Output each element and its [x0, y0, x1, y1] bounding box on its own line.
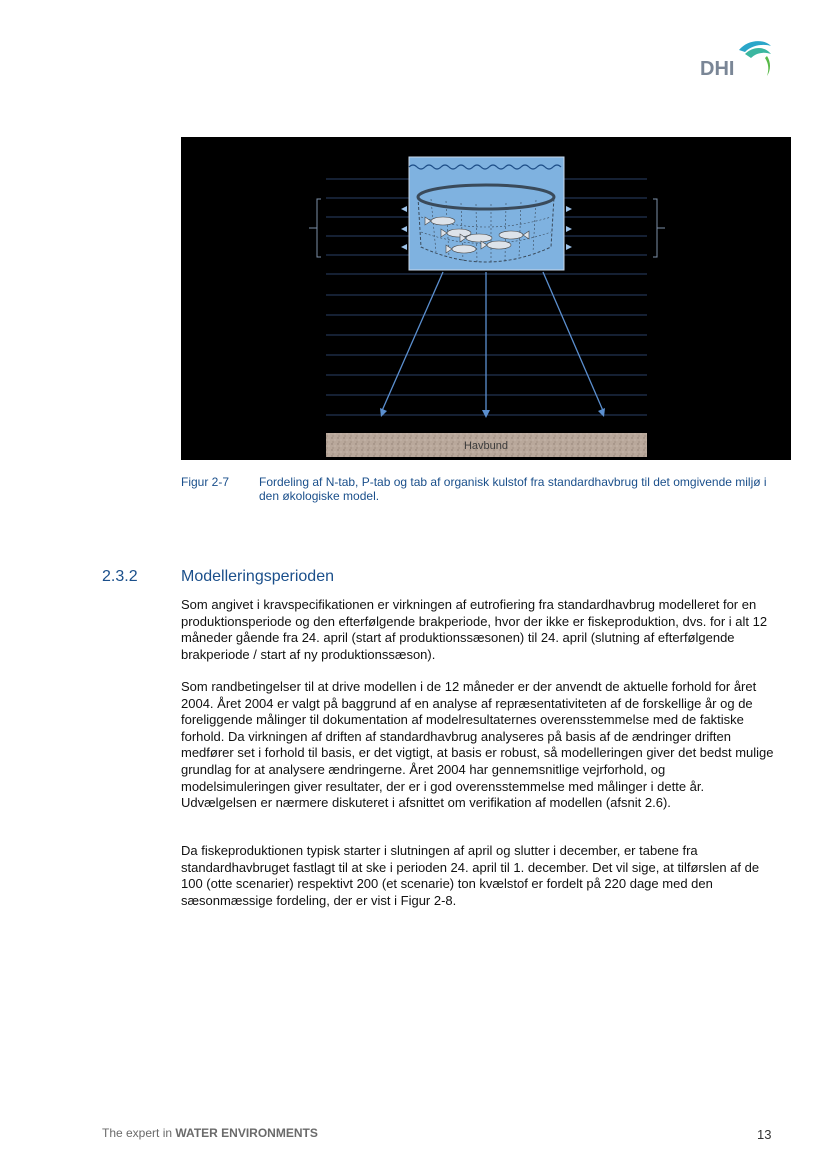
caption-text: Fordeling af N-tab, P-tab og tab af organisk kulstof fra standardhavbrug til det omgivende miljø i den økologiske model. — [259, 475, 767, 503]
footer-tagline-prefix: The expert in — [102, 1126, 176, 1140]
paragraph-2: Som randbetingelser til at drive modellen i de 12 måneder er der anvendt de aktuelle forhold for året 2004. Året 2004 er valgt på baggrund af en analyse af repræsentativiteten af de forskellige år og de foreliggende målinger til dokumentation af modelresultaternes overensstemmelse med de faktiske forhold. Da virkningen af driften af standardhavbrug analyseres på basis af de ændringer driften medfører set i forhold til basis, er det vigtigt, at basis er robust, så modelleringen giver det bedst mulige grundlag for at analysere ændringerne. Året 2004 har gennemsnitlige vejrforhold, og modelsimuleringen giver resultater, der er i god overensstemmelse med målinger i dette år. Udvælgelsen er nærmere diskuteret i afsnittet om verifikation af modellen (afsnit 2.6). — [181, 679, 774, 811]
dhi-logo-text: DHI — [700, 58, 735, 80]
page-number: 13 — [757, 1127, 772, 1142]
footer-tagline — [102, 1126, 318, 1140]
paragraph-1: Som angivet i kravspecifikationen er virkningen af eutrofiering fra standardhavbrug modelleret for en produktionsperiode og den efterfølgende brakperiode, hvor der ikke er fiskeproduktion, dvs. for i alt 12 måneder gående fra 24. april (start af produktionssæsonen) til 24. april (slutning af efterfølgende brakperiode / start af ny produktionssæson). — [181, 597, 768, 662]
fish-farm-diagram — [181, 137, 791, 460]
section-title: Modelleringsperioden — [181, 568, 334, 585]
paragraph-3: Da fiskeproduktionen typisk starter i slutningen af april og slutter i december, er tabene fra standardhavbruget fastlagt til at ske i perioden 24. april til 1. december. Det vil sige, at tilførslen af de 100 (otte scenarier) respektivt 200 (et scenarie) ton kvælstof er fordelt på 220 dage med den sæsonmæssige fordeling, der er vist i Figur 2-8. — [181, 843, 760, 908]
seabed-label: Havbund — [463, 440, 509, 452]
sedimentation-arrows — [381, 272, 604, 415]
footer-tagline-bold: WATER ENVIRONMENTS — [175, 1126, 318, 1140]
fish-farm-figure — [181, 137, 791, 460]
caption-number: Figur 2-7 — [181, 475, 230, 489]
water-box — [409, 157, 564, 270]
section-number: 2.3.2 — [102, 568, 138, 585]
